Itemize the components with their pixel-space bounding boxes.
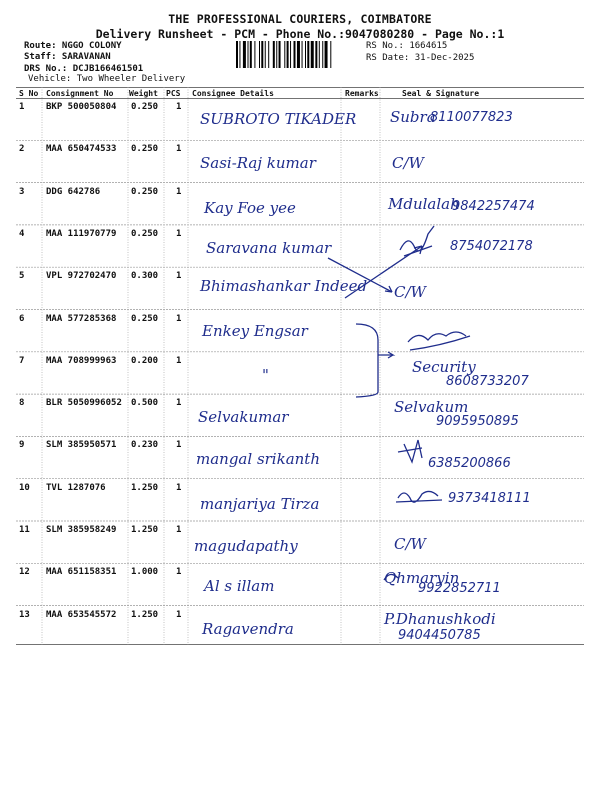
row-pcs: 1 [176,144,182,155]
row-phone-handwritten: 8754072178 [450,238,533,254]
row-pcs: 1 [176,525,182,535]
row-signature-handwritten: C/W [392,154,424,173]
row-weight: 1.000 [131,567,159,578]
row-sno: 8 [19,398,25,409]
row-pcs: 1 [176,440,182,451]
row-weight: 1.250 [131,609,159,620]
row-signature-handwritten: C/W [394,535,426,553]
header-consignee: Consignee Details [192,89,274,98]
row-sno: 1 [19,102,25,112]
header-remarks: Remarks [345,89,379,98]
row-consignment-no: SLM 385958249 [46,525,117,535]
vehicle-label: Vehicle: Two Wheeler Delivery [28,74,186,84]
row-signature-handwritten: Selvakum [394,398,469,417]
row-consignee-handwritten: magudapathy [194,537,298,555]
row-sno: 7 [19,355,25,366]
row-pcs: 1 [176,567,182,578]
row-signature-handwritten: C/W [394,283,426,302]
row-weight: 1.250 [131,525,159,535]
row-weight: 0.230 [131,440,159,451]
row-phone-handwritten: 9404450785 [398,627,481,643]
row-consignee-handwritten: Sasi-Raj kumar [200,154,316,173]
row-consignment-no: MAA 653545572 [46,609,117,620]
row-consignment-no: MAA 708999963 [46,355,117,366]
row-consignee-handwritten: " [262,365,269,384]
row-sno: 6 [19,313,25,324]
row-sno: 5 [19,271,25,282]
row-pcs: 1 [176,313,182,324]
header-seal: Seal & Signature [402,89,480,98]
row-sno: 2 [19,144,25,155]
row-pcs: 1 [176,398,182,409]
row-phone-handwritten: 6385200866 [428,456,511,472]
row-weight: 0.250 [131,144,159,155]
row-pcs: 1 [176,102,182,112]
route-label: Route: NGGO COLONY [24,41,122,51]
row-weight: 0.250 [131,228,159,239]
row-phone-handwritten: 8110077823 [430,110,513,125]
row-weight: 0.250 [131,102,159,112]
header-consignment: Consignment No [46,89,114,98]
drs-label: DRS No.: DCJB166461501 [24,64,144,74]
row-weight: 0.300 [131,271,159,282]
company-title: THE PROFESSIONAL COURIERS, COIMBATORE [168,12,432,26]
row-sno: 13 [19,609,30,620]
row-pcs: 1 [176,355,182,366]
runsheet-title: Delivery Runsheet - PCM - Phone No.:9047080280 - Page No.:1 [95,27,505,41]
row-consignee-handwritten: Selvakumar [198,408,289,427]
row-sno: 9 [19,440,25,451]
row-consignment-no: DDG 642786 [46,186,101,197]
staff-label: Staff: SARAVANAN [24,52,111,62]
row-sno: 12 [19,567,30,578]
row-consignment-no: MAA 650474533 [46,144,117,155]
row-consignment-no: TVL 1287076 [46,482,106,493]
header-sno: S No [19,89,39,98]
rs-number: RS No.: 1664615 [366,41,448,51]
row-consignment-no: SLM 385950571 [46,440,117,451]
header-pcs: PCS [166,89,181,98]
row-pcs: 1 [176,482,182,493]
row-signature-handwritten: P.Dhanushkodi [384,609,496,628]
row-sno: 10 [19,482,30,493]
row-pcs: 1 [176,609,182,620]
row-weight: 0.250 [131,313,159,324]
row-phone-handwritten: 9373418111 [448,490,531,506]
row-consignee-handwritten: mangal srikanth [196,450,320,469]
row-consignee-handwritten: Kay Foe yee [204,198,296,217]
row-sno: 3 [19,186,25,197]
row-signature-handwritten: Mdulalah [388,194,460,213]
row-consignment-no: BLR 5050996052 [46,398,122,409]
row-consignee-handwritten: Ragavendra [202,619,294,638]
row-sno: 11 [19,525,30,535]
row-phone-handwritten: 9095950895 [436,414,519,430]
row-pcs: 1 [176,228,182,239]
row-pcs: 1 [176,271,182,282]
row-consignment-no: MAA 651158351 [46,567,117,578]
row-consignee-handwritten: Bhimashankar Indeed [200,277,368,296]
row-consignee-handwritten: Enkey Engsar [202,321,308,340]
row-signature-handwritten: Security [412,357,476,376]
row-consignment-no: MAA 577285368 [46,313,117,324]
row-weight: 0.250 [131,186,159,197]
header-weight: Weight [129,89,158,98]
row-phone-handwritten: 9842257474 [452,198,535,214]
row-consignment-no: MAA 111970779 [46,228,117,239]
row-consignee-handwritten: SUBROTO TIKADER [200,110,357,128]
rs-date: RS Date: 31-Dec-2025 [366,53,475,63]
row-signature-handwritten: Subra [390,108,436,126]
row-weight: 1.250 [131,482,159,493]
row-consignment-no: BKP 500050804 [46,102,117,112]
row-weight: 0.500 [131,398,159,409]
row-consignee-handwritten: manjariya Tirza [200,494,320,513]
row-pcs: 1 [176,186,182,197]
row-consignee-handwritten: Saravana kumar [206,238,332,257]
row-signature-handwritten: Qhmaryin [384,569,460,588]
row-consignment-no: VPL 972702470 [46,271,117,282]
row-phone-handwritten: 9922852711 [418,581,501,597]
row-weight: 0.200 [131,355,159,366]
row-phone-handwritten: 8608733207 [446,373,529,389]
barcode [236,41,362,68]
row-consignee-handwritten: Al s illam [204,577,275,596]
row-sno: 4 [19,228,25,239]
